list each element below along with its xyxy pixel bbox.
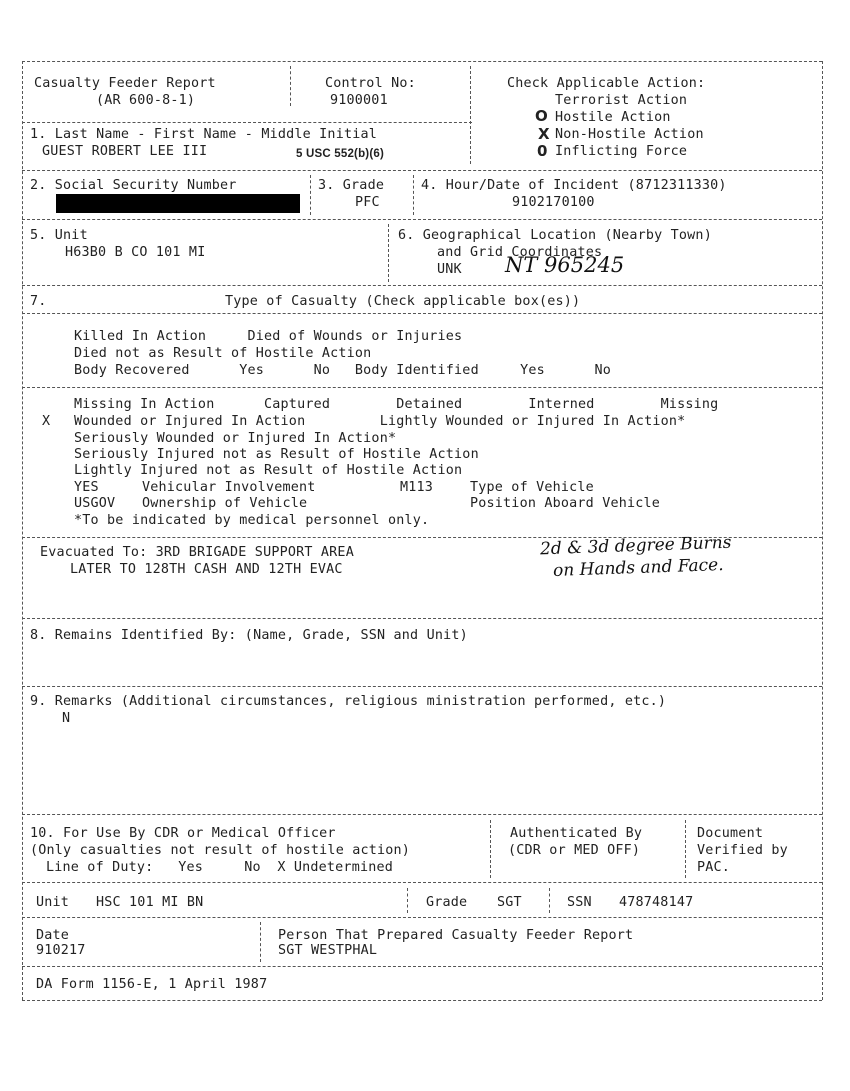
divider	[388, 224, 389, 282]
unit-label: 5. Unit	[30, 228, 88, 243]
vehicle-ownership-value: USGOV	[74, 496, 116, 511]
divider	[22, 686, 822, 687]
date-value: 910217	[36, 943, 86, 958]
form-identifier: DA Form 1156-E, 1 April 1987	[36, 977, 268, 992]
grade-label: 3. Grade	[318, 178, 385, 193]
divider	[22, 313, 822, 314]
injury-note-line-2: on Hands and Face.	[552, 555, 724, 581]
ssn-redaction-bar	[56, 194, 300, 213]
evacuated-to-line: Evacuated To: 3RD BRIGADE SUPPORT AREA	[40, 545, 354, 560]
document-label: Document	[697, 826, 764, 841]
vehicle-ownership-label: Ownership of Vehicle	[142, 496, 308, 511]
divider	[22, 814, 822, 815]
divider	[549, 888, 550, 913]
vehicular-involvement-value: YES	[74, 480, 99, 495]
remarks-value: N	[62, 711, 71, 726]
action-hostile: Hostile Action	[555, 110, 671, 125]
ssn-label: 2. Social Security Number	[30, 178, 237, 193]
casualty-killed-line: Killed In Action Died of Wounds or Injuries	[74, 329, 463, 344]
section-10-label: 10. For Use By CDR or Medical Officer	[30, 826, 336, 841]
seriously-injured-line: Seriously Injured not as Result of Hostile Action	[74, 447, 479, 462]
evacuated-later-line: LATER TO 128TH CASH AND 12TH EVAC	[70, 562, 343, 577]
divider	[470, 66, 471, 164]
casualty-died-line: Died not as Result of Hostile Action	[74, 346, 372, 361]
action-inflicting-force: Inflicting Force	[555, 144, 688, 159]
divider	[22, 917, 822, 918]
divider	[22, 966, 822, 967]
divider	[22, 219, 822, 220]
divider	[310, 175, 311, 215]
injury-note-line-1: 2d & 3d degree Burns	[539, 532, 732, 560]
control-number-label: Control No:	[325, 76, 416, 91]
seriously-wounded-line: Seriously Wounded or Injured In Action*	[74, 431, 397, 446]
wounded-line: Wounded or Injured In Action Lightly Wounded or Injured In Action*	[74, 414, 686, 429]
divider	[22, 882, 822, 883]
geo-location-value: UNK	[437, 262, 462, 277]
incident-label: 4. Hour/Date of Incident (8712311330)	[421, 178, 727, 193]
date-label: Date	[36, 928, 70, 943]
divider	[490, 820, 491, 878]
divider	[260, 922, 261, 962]
section-10-qualifier: (Only casualties not result of hostile action)	[30, 843, 411, 858]
control-number-value: 9100001	[330, 93, 388, 108]
vehicle-type-label: Type of Vehicle	[470, 480, 594, 495]
non-hostile-action-mark: X	[538, 125, 550, 143]
divider	[413, 175, 414, 215]
divider	[22, 170, 822, 171]
vehicular-involvement-label: Vehicular Involvement	[142, 480, 316, 495]
lightly-injured-line: Lightly Injured not as Result of Hostile Action	[74, 463, 463, 478]
name-value: GUEST ROBERT LEE III	[42, 144, 208, 159]
position-aboard-label: Position Aboard Vehicle	[470, 496, 661, 511]
preparer-label: Person That Prepared Casualty Feeder Report	[278, 928, 634, 943]
pac-label: PAC.	[697, 860, 731, 875]
remains-identified-label: 8. Remains Identified By: (Name, Grade, SSN and Unit)	[30, 628, 468, 643]
missing-line: Missing In Action Captured Detained Interned Missing	[74, 397, 719, 412]
divider	[22, 122, 472, 123]
section-7-number: 7.	[30, 294, 47, 309]
verified-by-label: Verified by	[697, 843, 788, 858]
unit-row-ssn-value: 478748147	[619, 895, 694, 910]
unit-value: H63B0 B CO 101 MI	[65, 245, 206, 260]
inflicting-force-mark: 0	[537, 142, 548, 160]
divider	[407, 888, 408, 913]
regulation-reference: (AR 600-8-1)	[96, 93, 196, 108]
medical-footnote: *To be indicated by medical personnel only.	[74, 513, 430, 528]
unit-row-ssn-label: SSN	[567, 895, 592, 910]
section-7-title: Type of Casualty (Check applicable box(es))	[225, 294, 581, 309]
vehicle-type-value: M113	[400, 480, 434, 495]
authenticated-by-qualifier: (CDR or MED OFF)	[508, 843, 641, 858]
grid-coordinates-handwritten: NT 965245	[505, 253, 625, 277]
unit-row-grade-value: SGT	[497, 895, 522, 910]
grade-value: PFC	[355, 195, 380, 210]
unit-row-value: HSC 101 MI BN	[96, 895, 204, 910]
geo-location-label: 6. Geographical Location (Nearby Town)	[398, 228, 712, 243]
report-title: Casualty Feeder Report	[34, 76, 216, 91]
divider	[290, 66, 291, 106]
border-left	[22, 61, 23, 1000]
hostile-action-mark: O	[535, 107, 548, 125]
divider	[22, 285, 822, 286]
divider	[685, 820, 686, 878]
border-right	[822, 61, 823, 1000]
divider	[22, 387, 822, 388]
action-heading: Check Applicable Action:	[507, 76, 706, 91]
preparer-value: SGT WESTPHAL	[278, 943, 378, 958]
grid-coordinates-label: and Grid Coordinates	[437, 245, 603, 260]
redaction-note: 5 USC 552(b)(6)	[296, 148, 384, 160]
body-recovered-line: Body Recovered Yes No Body Identified Yes No	[74, 363, 612, 378]
unit-row-label: Unit	[36, 895, 70, 910]
unit-row-grade-label: Grade	[426, 895, 468, 910]
authenticated-by-label: Authenticated By	[510, 826, 643, 841]
action-terrorist: Terrorist Action	[555, 93, 688, 108]
incident-value: 9102170100	[512, 195, 595, 210]
wounded-mark: X	[42, 414, 51, 429]
divider	[22, 618, 822, 619]
divider	[22, 1000, 822, 1001]
remarks-label: 9. Remarks (Additional circumstances, religious ministration performed, etc.)	[30, 694, 667, 709]
name-label: 1. Last Name - First Name - Middle Initial	[30, 127, 377, 142]
divider	[22, 61, 822, 62]
action-non-hostile: Non-Hostile Action	[555, 127, 704, 142]
line-of-duty-line: Line of Duty: Yes No X Undetermined	[46, 860, 393, 875]
